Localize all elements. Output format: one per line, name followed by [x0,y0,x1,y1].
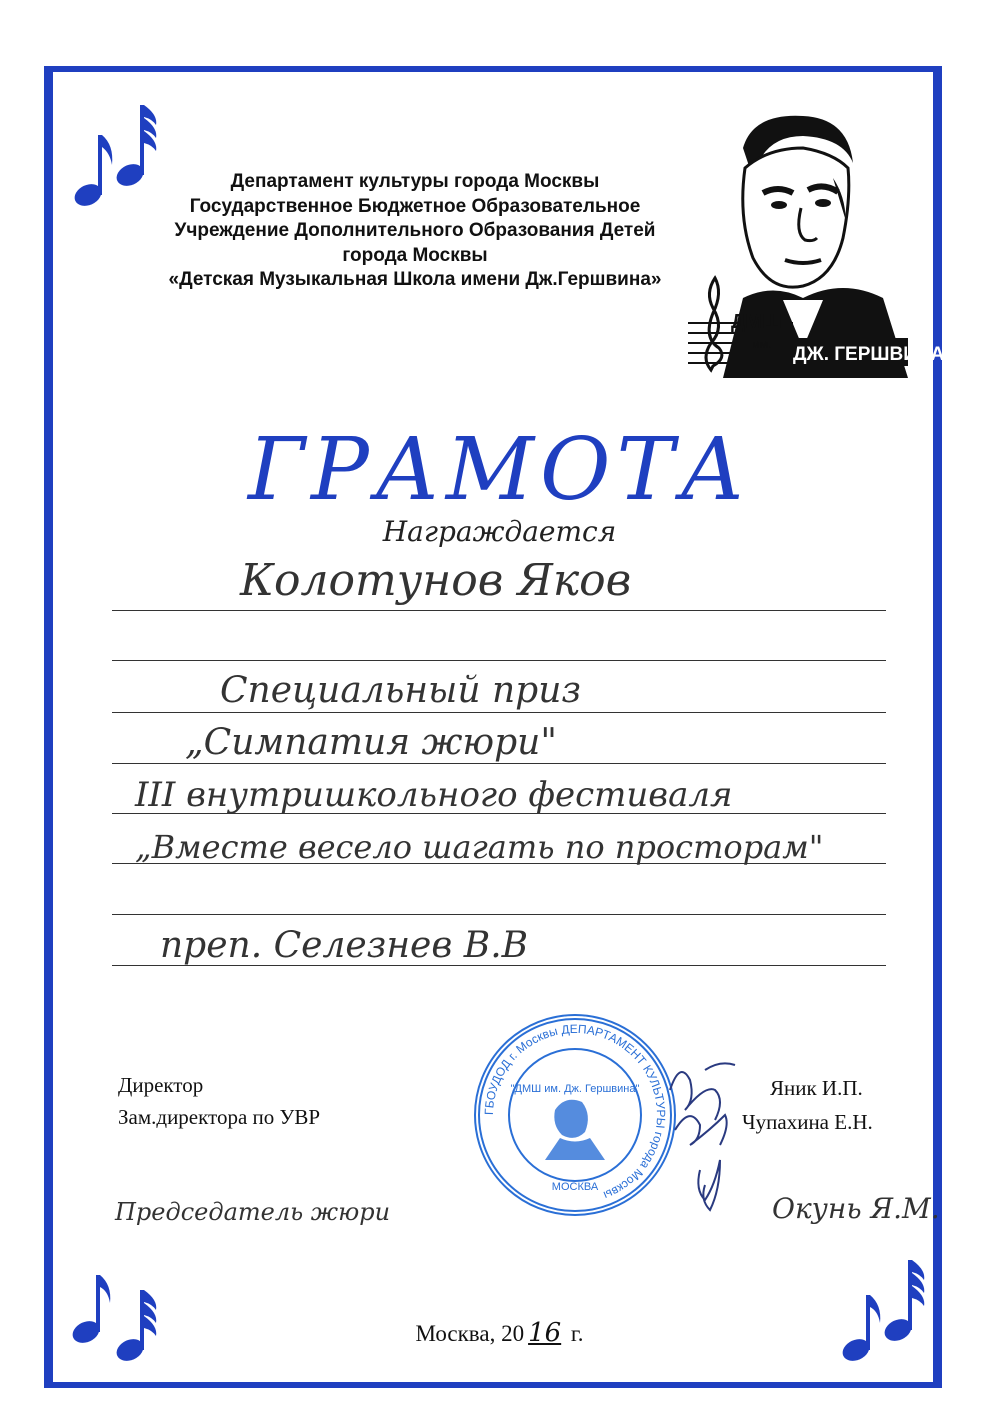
award-line-4: „Вместе весело шагать по просторам" [135,828,824,866]
logo-name-text: ДЖ. ГЕРШВИНА [793,344,945,365]
music-notes-icon [838,1255,933,1370]
deputy-name: Чупахина Е.Н. [742,1110,873,1134]
director-label: Директор [118,1073,204,1097]
place-date-prefix: Москва, 20 [415,1321,525,1346]
institution-header [120,170,710,293]
chairman-label: Председатель жюри [115,1198,391,1226]
director-name: Яник И.П. [770,1076,863,1100]
header-line: Учреждение Дополнительного Образования Детей [174,220,656,241]
award-line-2: „Симпатия жюри" [185,722,557,763]
director-signature [660,1050,750,1220]
ruled-line [112,712,886,713]
header-line: Государственное Бюджетное Образовательное [189,195,641,217]
ruled-line [112,914,886,915]
recipient-name: Колотунов Яков [240,555,632,606]
header-line: «Детская Музыкальная Школа имени Дж.Гершвина» [168,269,662,290]
ruled-line [112,763,886,764]
award-line-3: III внутришкольного фестиваля [135,775,733,815]
ruled-line [112,660,886,661]
teacher-note: преп. Селезнев В.В [160,925,529,966]
gershwin-portrait-logo [683,108,945,378]
award-line-1: Специальный приз [220,670,582,711]
deputy-label: Зам.директора по УВР [118,1105,321,1129]
year-suffix: г. [570,1321,584,1346]
awarded-to-label: Награждается [382,515,617,548]
chairman-name: Окунь Я.М. [772,1192,940,1225]
certificate-title: ГРАМОТА [248,420,751,520]
ruled-line [112,610,886,611]
stamp-inner-text: "ДМШ им. Дж. Гершвина" [510,1083,640,1095]
year-handwritten: 16 [528,1318,562,1348]
official-stamp [470,1010,680,1220]
stamp-outer-text: ГБОУДОД г. Москвы ДЕПАРТАМЕНТ КУЛЬТУРЫ города Москвы [481,1021,669,1203]
logo-dmsh-text: ДМШ [731,311,783,333]
stamp-bottom-text: МОСКВА [551,1181,599,1193]
header-line: Департамент культуры города Москвы [230,171,600,192]
header-line: города Москвы [342,244,488,266]
logo-im-text: им. [753,337,772,351]
place-date [0,1318,999,1348]
